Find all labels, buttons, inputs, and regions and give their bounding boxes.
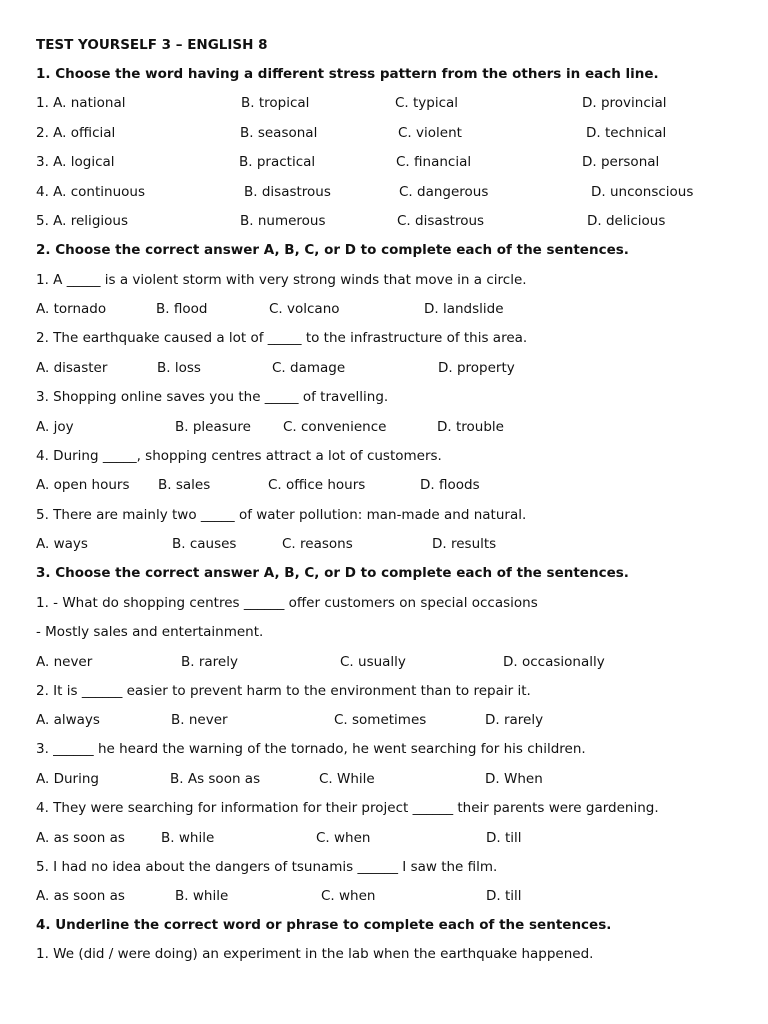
section-3-heading: 3. Choose the correct answer A, B, C, or D to complete each of the sentences. (36, 565, 629, 581)
option: D. till (486, 888, 522, 904)
option: C. office hours (268, 477, 366, 493)
option: B. practical (239, 154, 316, 170)
option: D. floods (420, 477, 480, 493)
option: D. occasionally (503, 654, 605, 670)
question-text: 3. ______ he heard the warning of the tornado, he went searching for his children. (36, 741, 586, 757)
option: 5. A. religious (36, 213, 128, 229)
option: B. never (171, 712, 228, 728)
option: C. While (319, 771, 375, 787)
option: D. technical (586, 125, 667, 141)
option: B. pleasure (175, 419, 251, 435)
option: 2. A. official (36, 125, 116, 141)
option: B. rarely (181, 654, 238, 670)
option: A. tornado (36, 301, 107, 317)
section-2-heading: 2. Choose the correct answer A, B, C, or D to complete each of the sentences. (36, 242, 629, 258)
option: C. convenience (283, 419, 387, 435)
option: D. results (432, 536, 497, 552)
question-text: 1. We (did / were doing) an experiment in the lab when the earthquake happened. (36, 946, 594, 962)
section-1-heading: 1. Choose the word having a different stress pattern from the others in each line. (36, 66, 659, 82)
option: A. open hours (36, 477, 130, 493)
option: B. while (161, 830, 215, 846)
question-text: 2. The earthquake caused a lot of _____ to the infrastructure of this area. (36, 330, 528, 346)
option: B. seasonal (240, 125, 318, 141)
option: D. landslide (424, 301, 504, 317)
option: C. damage (272, 360, 346, 376)
option: C. usually (340, 654, 406, 670)
answer-text: - Mostly sales and entertainment. (36, 624, 264, 640)
option: A. as soon as (36, 830, 125, 846)
test-title: TEST YOURSELF 3 – ENGLISH 8 (36, 37, 268, 53)
question-text: 4. During _____, shopping centres attract a lot of customers. (36, 448, 442, 464)
option: A. joy (36, 419, 74, 435)
option: C. when (321, 888, 376, 904)
option: A. disaster (36, 360, 108, 376)
option: C. violent (398, 125, 462, 141)
option: D. When (485, 771, 543, 787)
option: D. personal (582, 154, 660, 170)
option: C. when (316, 830, 371, 846)
option: 3. A. logical (36, 154, 115, 170)
option: B. causes (172, 536, 237, 552)
option: 4. A. continuous (36, 184, 145, 200)
option: C. reasons (282, 536, 353, 552)
option: A. always (36, 712, 100, 728)
option: B. disastrous (244, 184, 331, 200)
option: D. unconscious (591, 184, 694, 200)
option: A. ways (36, 536, 88, 552)
question-text: 4. They were searching for information for their project ______ their parents were gardening. (36, 800, 659, 816)
option: C. financial (396, 154, 472, 170)
question-text: 2. It is ______ easier to prevent harm to the environment than to repair it. (36, 683, 531, 699)
option: C. disastrous (397, 213, 485, 229)
option: A. never (36, 654, 93, 670)
option: B. flood (156, 301, 208, 317)
option: C. sometimes (334, 712, 427, 728)
option: B. As soon as (170, 771, 261, 787)
option: D. provincial (582, 95, 667, 111)
option: C. dangerous (399, 184, 489, 200)
section-4-heading: 4. Underline the correct word or phrase to complete each of the sentences. (36, 917, 612, 933)
option: B. loss (157, 360, 201, 376)
option: D. delicious (587, 213, 666, 229)
option: D. till (486, 830, 522, 846)
option: B. numerous (240, 213, 326, 229)
question-text: 1. - What do shopping centres ______ offer customers on special occasions (36, 595, 538, 611)
option: D. property (438, 360, 515, 376)
option: D. trouble (437, 419, 504, 435)
option: 1. A. national (36, 95, 126, 111)
option: C. volcano (269, 301, 340, 317)
option: D. rarely (485, 712, 544, 728)
option: A. During (36, 771, 99, 787)
question-text: 1. A _____ is a violent storm with very strong winds that move in a circle. (36, 272, 527, 288)
option: B. sales (158, 477, 211, 493)
option: C. typical (395, 95, 459, 111)
question-text: 5. I had no idea about the dangers of tsunamis ______ I saw the film. (36, 859, 498, 875)
question-text: 3. Shopping online saves you the _____ of travelling. (36, 389, 389, 405)
option: B. tropical (241, 95, 310, 111)
question-text: 5. There are mainly two _____ of water pollution: man-made and natural. (36, 507, 527, 523)
option: B. while (175, 888, 229, 904)
option: A. as soon as (36, 888, 125, 904)
